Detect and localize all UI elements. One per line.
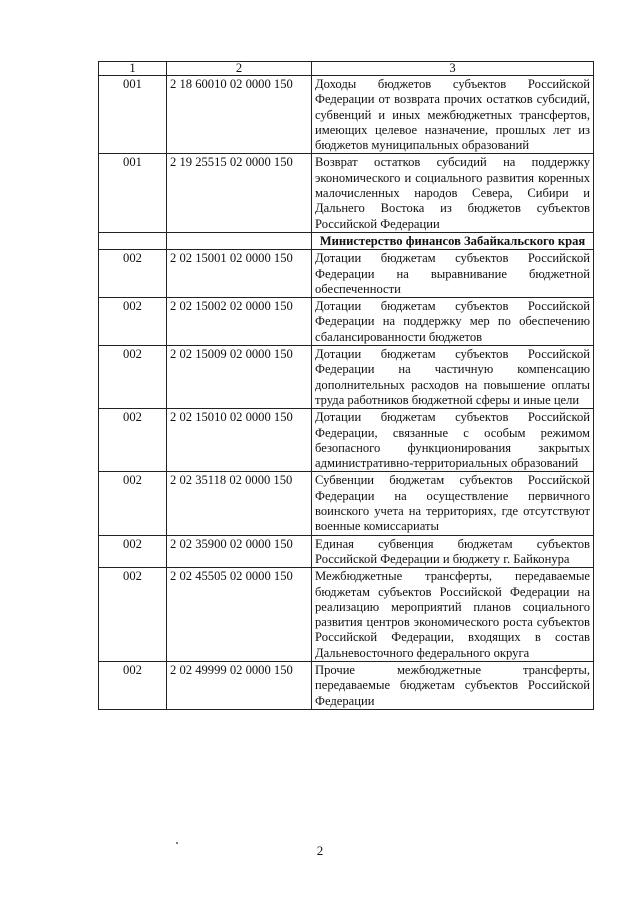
- admin-code-cell: 002: [99, 472, 167, 535]
- table-header-row: [99, 62, 594, 76]
- admin-code-cell: 002: [99, 250, 167, 298]
- table-row: [99, 568, 594, 662]
- revenue-description-cell: Единая субвенция бюджетам субъектов Российской Федерации и бюджету г. Байконура: [312, 535, 594, 568]
- budget-code-cell: 2 18 60010 02 0000 150: [167, 76, 312, 154]
- revenue-description-cell: Субвенции бюджетам субъектов Российской Федерации на осуществление первичного воинского учета на территориях, где отсутствуют военные комиссариаты: [312, 472, 594, 535]
- table-row: [99, 346, 594, 409]
- admin-code-cell: 002: [99, 298, 167, 346]
- revenue-description-cell: Межбюджетные трансферты, передаваемые бюджетам субъектов Российской Федерации на реализацию мероприятий планов социального развития центров экономического роста субъектов Российской Федерации, входящих в состав Дальневосточного федерального округа: [312, 568, 594, 662]
- table-row: [99, 661, 594, 709]
- revenue-description-cell: Доходы бюджетов субъектов Российской Федерации от возврата прочих остатков субсидий, субвенций и иных межбюджетных трансфертов, имеющих целевое назначение, прошлых лет из бюджетов муниципальных образований: [312, 76, 594, 154]
- budget-code-cell: 2 19 25515 02 0000 150: [167, 154, 312, 232]
- budget-code-cell: 2 02 35900 02 0000 150: [167, 535, 312, 568]
- table-row: [99, 535, 594, 568]
- column-header-3: 3: [312, 62, 594, 76]
- admin-code-cell: 001: [99, 76, 167, 154]
- revenue-description-cell: Дотации бюджетам субъектов Российской Федерации на поддержку мер по обеспечению сбалансированности бюджетов: [312, 298, 594, 346]
- page-number: 2: [316, 843, 324, 858]
- budget-code-cell: 2 02 45505 02 0000 150: [167, 568, 312, 662]
- admin-code-cell: 002: [99, 535, 167, 568]
- revenue-description-cell: Дотации бюджетам субъектов Российской Федерации, связанные с особым режимом безопасного функционирования закрытых административно-территориальных образований: [312, 409, 594, 472]
- table-row: [99, 154, 594, 232]
- admin-code-cell: 002: [99, 661, 167, 709]
- column-header-1: 1: [99, 62, 167, 76]
- admin-code-cell: 001: [99, 154, 167, 232]
- budget-code-cell: 2 02 35118 02 0000 150: [167, 472, 312, 535]
- empty-cell: [167, 232, 312, 249]
- budget-code-cell: 2 02 15009 02 0000 150: [167, 346, 312, 409]
- table-row: [99, 409, 594, 472]
- section-row: [99, 232, 594, 249]
- revenue-description-cell: Прочие межбюджетные трансферты, передаваемые бюджетам субъектов Российской Федерации: [312, 661, 594, 709]
- budget-code-cell: 2 02 15001 02 0000 150: [167, 250, 312, 298]
- budget-revenue-table: [98, 61, 594, 710]
- budget-code-cell: 2 02 15002 02 0000 150: [167, 298, 312, 346]
- table-row: [99, 472, 594, 535]
- revenue-description-cell: Дотации бюджетам субъектов Российской Федерации на частичную компенсацию дополнительных расходов на повышение оплаты труда работников бюджетной сферы и иные цели: [312, 346, 594, 409]
- budget-code-cell: 2 02 49999 02 0000 150: [167, 661, 312, 709]
- empty-cell: [99, 232, 167, 249]
- table-row: [99, 250, 594, 298]
- table-row: [99, 76, 594, 154]
- column-header-2: 2: [167, 62, 312, 76]
- revenue-description-cell: Дотации бюджетам субъектов Российской Федерации на выравнивание бюджетной обеспеченности: [312, 250, 594, 298]
- revenue-description-cell: Возврат остатков субсидий на поддержку экономического и социального развития коренных малочисленных народов Севера, Сибири и Дальнего Востока из бюджетов субъектов Российской Федерации: [312, 154, 594, 232]
- section-heading: Министерство финансов Забайкальского края: [312, 232, 594, 249]
- budget-code-cell: 2 02 15010 02 0000 150: [167, 409, 312, 472]
- table-row: [99, 298, 594, 346]
- admin-code-cell: 002: [99, 346, 167, 409]
- admin-code-cell: 002: [99, 568, 167, 662]
- admin-code-cell: 002: [99, 409, 167, 472]
